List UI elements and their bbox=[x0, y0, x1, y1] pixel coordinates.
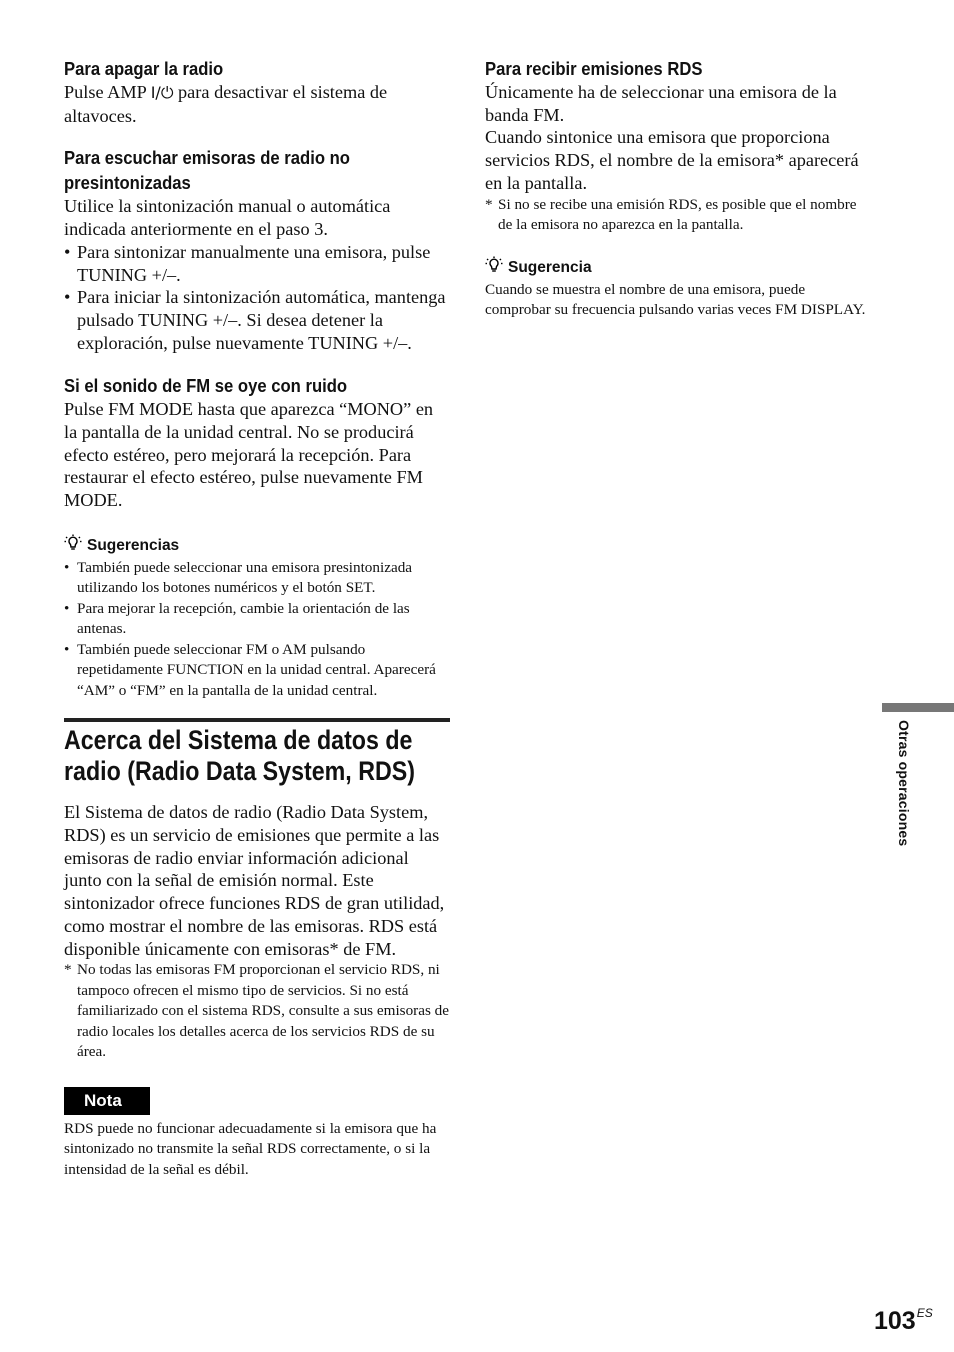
tip-heading: Sugerencia bbox=[485, 256, 871, 280]
list-item: • También puede seleccionar FM o AM pulsando repetidamente FUNCTION en la unidad central. Aparecerá “AM” o “FM” en la pantalla de la unidad central. bbox=[64, 640, 450, 702]
page-number: $103^{ES}$ bbox=[874, 1306, 933, 1335]
list-item: • Para sintonizar manualmente una emisora, pulse TUNING +/–. bbox=[64, 241, 450, 286]
side-tab-bar bbox=[882, 703, 954, 712]
paragraph-sintonizacion: Utilice la sintonización manual o automática indicada anteriormente en el paso 3. bbox=[64, 196, 391, 240]
heading-fm-ruido: Si el sonido de FM se oye con ruido bbox=[64, 375, 348, 397]
paragraph-rds: El Sistema de datos de radio (Radio Data System, RDS) es un servicio de emisiones que permite a las emisoras de radio enviar información adicional junto con la señal de emisión normal. Este sintonizador ofrece funciones RDS de gran utilidad, como mostrar el nombre de las emisoras. RDS está disponible únicamente con emisoras* de FM. bbox=[64, 802, 445, 959]
lightbulb-icon bbox=[485, 256, 503, 280]
heading-apagar-radio: Para apagar la radio bbox=[64, 58, 224, 79]
section-title-rds: Acerca del Sistema de datos de radio (Radio Data System, RDS) bbox=[64, 725, 415, 787]
right-column bbox=[485, 56, 871, 321]
lightbulb-icon bbox=[64, 534, 82, 558]
list-item: • También puede seleccionar una emisora presintonizada utilizando los botones numéricos y el botón SET. bbox=[64, 558, 450, 599]
heading-emisoras-no-presintonizadas: Para escuchar emisoras de radio no presintonizadas bbox=[64, 147, 350, 194]
nota-badge: Nota bbox=[64, 1087, 150, 1115]
heading-recibir-rds: Para recibir emisiones RDS bbox=[485, 58, 703, 79]
list-item: • Para mejorar la recepción, cambie la orientación de las antenas. bbox=[64, 599, 450, 640]
tips-list bbox=[64, 558, 450, 702]
tip-body: Cuando se muestra el nombre de una emisora, puede comprobar su frecuencia pulsando varias veces FM DISPLAY. bbox=[485, 280, 866, 319]
tips-heading: Sugerencias bbox=[64, 534, 450, 558]
footnote-rds: * No todas las emisoras FM proporcionan el servicio RDS, ni tampoco ofrecen el mismo tipo de servicios. Si no está familiarizado con el sistema RDS, consulte a sus emisoras de radio locales los detalles acerca de los servicios RDS de su área. bbox=[64, 961, 450, 1061]
left-column bbox=[64, 56, 450, 1180]
nota-body: RDS puede no funcionar adecuadamente si la emisora que ha sintonizado no transmite la señal RDS correctamente, o si la intensidad de la señal es débil. bbox=[64, 1119, 437, 1178]
paragraph-recibir-rds: Únicamente ha de seleccionar una emisora de la banda FM. Cuando sintonice una emisora que proporciona servicios RDS, el nombre de la emisora* aparecerá en la pantalla. bbox=[485, 82, 859, 193]
bullet-list-sintonizacion bbox=[64, 241, 450, 355]
list-item: • Para iniciar la sintonización automática, mantenga pulsado TUNING +/–. Si desea detener la exploración, pulse nuevamente TUNING +/–. bbox=[64, 286, 450, 354]
paragraph-apagar-radio: Pulse AMP I/⏻ para desactivar el sistema de altavoces. bbox=[64, 82, 388, 126]
paragraph-fm-ruido: Pulse FM MODE hasta que aparezca “MONO” en la pantalla de la unidad central. No se producirá efecto estéreo, pero mejorará la recepción. Para restaurar el efecto estéreo, pulse nuevamente FM MODE. bbox=[64, 399, 434, 511]
footnote-recibir-rds: * Si no se recibe una emisión RDS, es posible que el nombre de la emisora no aparezca en la pantalla. bbox=[485, 195, 857, 234]
side-tab-label: Otras operaciones bbox=[896, 720, 912, 847]
power-symbol-icon: I/⏻ bbox=[150, 83, 174, 102]
